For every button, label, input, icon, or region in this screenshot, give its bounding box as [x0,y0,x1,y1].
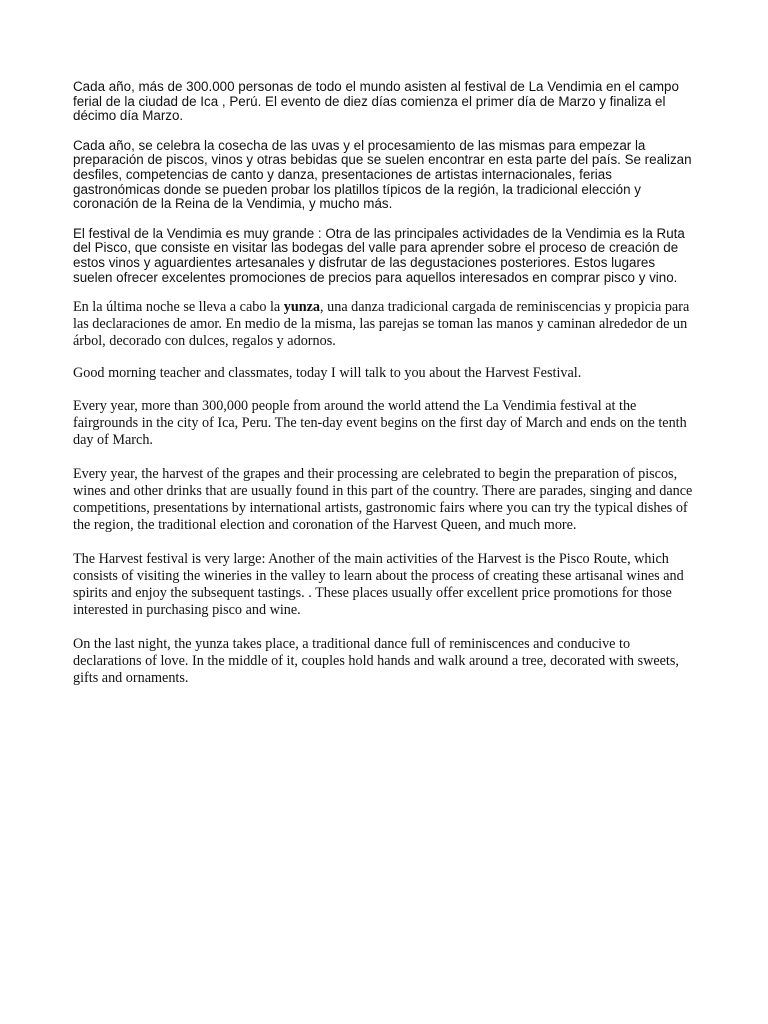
yunza-text-before: En la última noche se lleva a cabo la [73,299,284,316]
paragraph-es-1: Cada año, más de 300.000 personas de todo el mundo asisten al festival de La Vendimia en el campo ferial de la ciudad de Ica , Perú. El evento de diez días comienza el primer día de Marzo y finaliza el décimo día Marzo. [73,79,679,124]
paragraph-en-greeting: Good morning teacher and classmates, today I will talk to you about the Harvest Festival. [73,365,582,382]
yunza-text-after: , una danza tradicional cargada de reminiscencias y propicia para las declaraciones de amor. En medio de la misma, las parejas se toman las manos y caminan alrededor de un árbol, decorado con dulces, regalos y adornos. [73,299,690,350]
paragraph-es-3: El festival de la Vendimia es muy grande : Otra de las principales actividades de la Vendimia es la Ruta del Pisco, que consiste en visitar las bodegas del valle para aprender sobre el proceso de creación de estos vinos y aguardientes artesanales y disfrutar de las degustaciones posteriores. Estos lugares suelen ofrecer excelentes promociones de precios para aquellos interesados en comprar pisco y vino. [73,225,685,285]
paragraph-en-1: Every year, more than 300,000 people from around the world attend the La Vendimia festival at the fairgrounds in the city of Ica, Peru. The ten-day event begins on the first day of March and ends on the tenth day of March. [73,398,687,449]
paragraph-en-3: The Harvest festival is very large: Another of the main activities of the Harvest is the Pisco Route, which consists of visiting the wineries in the valley to learn about the process of creating these artisanal wines and spirits and enjoy the subsequent tastings. . These places usually offer excellent price promotions for those interested in purchasing pisco and wine. [73,551,684,619]
paragraph-en-4: On the last night, the yunza takes place, a traditional dance full of reminiscences and conducive to declarations of love. In the middle of it, couples hold hands and walk around a tree, decorated with sweets, gifts and ornaments. [73,636,679,687]
yunza-bold-word: yunza [283,299,321,316]
document-page [73,80,695,687]
paragraph-es-2: Cada año, se celebra la cosecha de las uvas y el procesamiento de las mismas para empezar la preparación de piscos, vinos y otras bebidas que se suelen encontrar en esta parte del país. Se realizan desfiles, competencias de canto y danza, presentaciones de artistas internacionales, ferias gastronómicas donde se pueden probar los platillos típicos de la región, la tradicional elección y coronación de la Reina de la Vendimia, y mucho más. [73,137,692,212]
paragraph-en-2: Every year, the harvest of the grapes and their processing are celebrated to begin the preparation of piscos, wines and other drinks that are usually found in this part of the country. There are parades, singing and dance competitions, presentations by international artists, gastronomic fairs where you can try the typical dishes of the region, the traditional election and coronation of the Harvest Queen, and much more. [73,466,693,534]
paragraph-es-yunza [73,299,695,350]
